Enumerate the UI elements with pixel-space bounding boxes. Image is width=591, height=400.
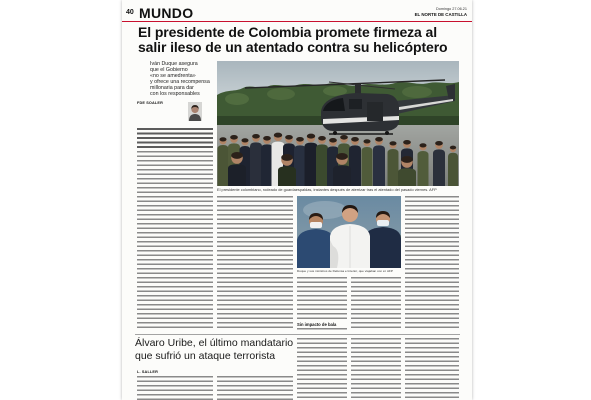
body-text-column — [217, 376, 293, 400]
publication-name: EL NORTE DE CASTILLA — [414, 11, 467, 17]
main-deck — [150, 62, 216, 97]
subhead: Sin impacto de bala — [297, 322, 337, 327]
deck-line: con los responsables — [150, 90, 200, 97]
body-text-column — [351, 277, 401, 331]
main-headline — [138, 25, 448, 55]
deck-line: Iván Duque asegura — [150, 61, 198, 67]
author-photo — [188, 102, 202, 121]
main-headline-line: salir ileso de un atentado contra su helicóptero — [138, 39, 448, 55]
body-text-column — [137, 128, 213, 150]
secondary-photo — [297, 196, 401, 268]
body-text-column — [217, 196, 293, 331]
second-headline — [135, 337, 293, 362]
body-text-column — [137, 376, 213, 400]
section-title: MUNDO — [139, 5, 194, 21]
body-text-column — [351, 338, 401, 400]
page-number: 40 — [126, 9, 134, 16]
second-byline: L. SALLER — [137, 369, 158, 374]
main-photo-caption: El presidente colombiano, rodeado de guardaespaldas, instantes después de aterrizar tras el atentado del pasado viernes. AFP — [217, 186, 437, 192]
main-photo — [217, 61, 459, 186]
body-text-column — [297, 277, 347, 321]
second-headline-line: que sufrió un ataque terrorista — [135, 349, 276, 362]
main-byline: FDE SOALER — [137, 101, 163, 105]
deck-line: «no se amedrenta» — [150, 72, 196, 79]
secondary-photo-caption: Duque y sus ministros de Defensa e Interior, que viajaban con él. AFP — [297, 268, 393, 273]
second-headline-line: Álvaro Uribe, el último mandatario — [135, 337, 294, 349]
issue-date: Domingo 27.06.21 — [435, 6, 467, 11]
body-text-column — [405, 338, 459, 400]
body-text-column — [137, 151, 213, 331]
deck-line: millonaria para dar — [150, 84, 194, 91]
body-text-column — [405, 196, 459, 331]
deck-line: que el Gobierno — [150, 66, 188, 73]
main-headline-line: El presidente de Colombia promete firmeza al — [138, 24, 438, 40]
section-rule — [122, 21, 472, 22]
body-text-column — [297, 328, 347, 332]
deck-line: y ofrece una recompensa — [150, 78, 210, 85]
newspaper-page — [122, 0, 472, 400]
article-separator — [135, 334, 460, 335]
body-text-column — [297, 338, 347, 400]
